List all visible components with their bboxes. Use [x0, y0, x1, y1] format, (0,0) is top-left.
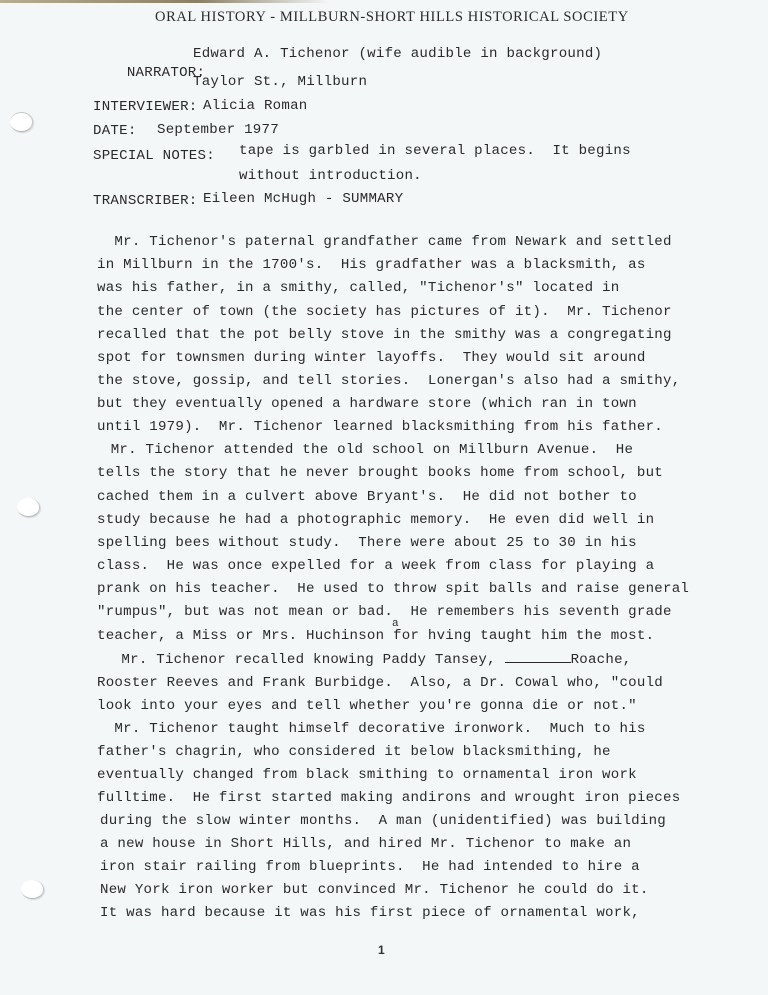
- body-line: "rumpus", but was not mean or bad. He remembers his seventh grade: [97, 604, 672, 620]
- document-title: ORAL HISTORY - MILLBURN-SHORT HILLS HISTORICAL SOCIETY: [155, 9, 629, 25]
- punch-hole-top: [10, 112, 33, 132]
- interviewer-label: INTERVIEWER:: [93, 99, 198, 115]
- body-line: cached them in a culvert above Bryant's. He did not bother to: [97, 489, 637, 505]
- body-line: Mr. Tichenor's paternal grandfather came from Newark and settled: [97, 234, 672, 250]
- body-line-with-blank: [104, 652, 632, 668]
- punch-hole-bottom: [21, 880, 44, 899]
- special-notes-label: SPECIAL NOTES:: [93, 148, 215, 164]
- body-line: iron stair railing from blueprints. He had intended to hire a: [100, 859, 640, 875]
- special-notes-line-2: without introduction.: [239, 168, 422, 184]
- body-line: spot for townsmen during winter layoffs. They would sit around: [97, 350, 646, 366]
- body-line: the center of town (the society has pictures of it). Mr. Tichenor: [97, 304, 672, 320]
- body-line: class. He was once expelled for a week from class for playing a: [97, 558, 655, 574]
- narrator-value: Edward A. Tichenor (wife audible in background): [193, 46, 603, 62]
- body-line: It was hard because it was his first piece of ornamental work,: [100, 905, 640, 921]
- body-line: but they eventually opened a hardware store (which ran in town: [97, 396, 637, 412]
- body-line: Mr. Tichenor taught himself decorative ironwork. Much to his: [97, 721, 646, 737]
- body-line: in Millburn in the 1700's. His gradfather was a blacksmith, as: [97, 257, 646, 273]
- transcriber-label: TRANSCRIBER:: [93, 193, 198, 209]
- body-line: father's chagrin, who considered it below blacksmithing, he: [97, 744, 611, 760]
- body-line: was his father, in a smithy, called, "Tichenor's" located in: [97, 280, 620, 296]
- blank-underline: [505, 652, 571, 663]
- special-notes-line-1: tape is garbled in several places. It begins: [239, 143, 631, 159]
- date-value: September 1977: [157, 122, 279, 138]
- page-edge-shadow: [0, 0, 330, 3]
- page-number: 1: [378, 943, 385, 957]
- body-line: spelling bees without study. There were about 25 to 30 in his: [97, 535, 637, 551]
- body-line: tells the story that he never brought books home from school, but: [97, 465, 663, 481]
- body-line: fulltime. He first started making andirons and wrought iron pieces: [97, 790, 681, 806]
- narrator-row: [92, 49, 205, 97]
- body-line: New York iron worker but convinced Mr. Tichenor he could do it.: [100, 882, 649, 898]
- body-line: a new house in Short Hills, and hired Mr. Tichenor to make an: [100, 836, 632, 852]
- body-line: prank on his teacher. He used to throw spit balls and raise general: [97, 581, 690, 597]
- body-line: eventually changed from black smithing to ornamental iron work: [97, 767, 637, 783]
- body-line: recalled that the pot belly stove in the smithy was a congregating: [97, 327, 672, 343]
- body-line: look into your eyes and tell whether you're gonna die or not.": [97, 698, 637, 714]
- body-line-suffix: Roache,: [570, 652, 632, 668]
- body-line: during the slow winter months. A man (unidentified) was building: [100, 813, 666, 829]
- body-line-text: Mr. Tichenor recalled knowing Paddy Tansey,: [104, 652, 505, 668]
- narrator-address: Taylor St., Millburn: [193, 74, 368, 90]
- body-line: Mr. Tichenor attended the old school on Millburn Avenue. He: [102, 442, 634, 458]
- interviewer-value: Alicia Roman: [203, 98, 308, 114]
- punch-hole-middle: [17, 498, 40, 517]
- narrator-label: NARRATOR:: [126, 65, 206, 81]
- body-line: teacher, a Miss or Mrs. Huchinson for hving taught him the most.: [97, 628, 655, 644]
- body-line: Rooster Reeves and Frank Burbidge. Also, a Dr. Cowal who, "could: [97, 675, 663, 691]
- date-label: DATE:: [93, 123, 137, 139]
- body-line: until 1979). Mr. Tichenor learned blacksmithing from his father.: [97, 419, 663, 435]
- transcriber-value: Eileen McHugh - SUMMARY: [203, 191, 404, 207]
- body-line: study because he had a photographic memory. He even did well in: [97, 512, 655, 528]
- body-line: the stove, gossip, and tell stories. Lonergan's also had a smithy,: [97, 373, 681, 389]
- handwritten-insertion: a: [392, 618, 399, 630]
